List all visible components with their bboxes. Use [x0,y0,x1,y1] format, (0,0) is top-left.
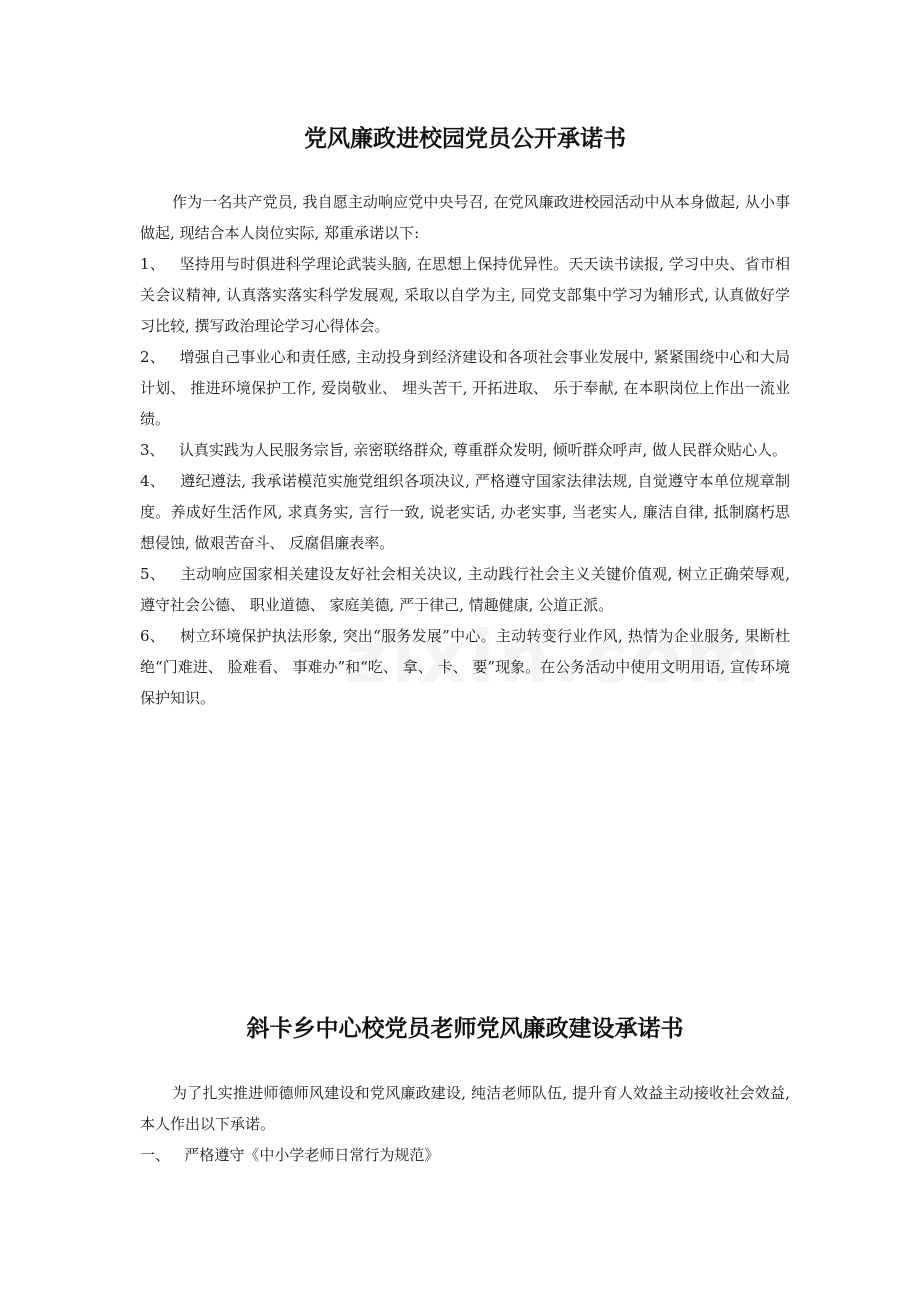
section2-intro: 为了扎实推进师德师风建设和党风廉政建设, 纯洁老师队伍, 提升育人效益主动接收社会效益, 本人作出以下承诺。 [140,1084,790,1133]
section2-body [140,1078,790,1171]
item-number: 4、 [140,472,166,490]
item-number: 2、 [140,348,165,366]
item-text: 遵纪遵法, 我承诺模范实施党组织各项决议, 严格遵守国家法律法规, 自觉遵守本单位规章制度。养成好生活作风, 求真务实, 言行一致, 说老实话, 办老实事, 当老实人, 廉洁自律, 抵制腐朽思想侵蚀, 做艰苦奋斗、 反腐倡廉表率。 [140,472,790,552]
section1-intro: 作为一名共产党员, 我自愿主动响应党中央号召, 在党风廉政进校园活动中从本身做起, 从小事做起, 现结合本人岗位实际, 郑重承诺以下: [140,193,790,242]
item-text: 主动响应国家相关建设友好社会相关决议, 主动践行社会主义关键价值观, 树立正确荣辱观, 遵守社会公德、 职业道德、 家庭美德, 严于律己, 情趣健康, 公道正派。 [140,565,790,614]
item-text: 坚持用与时俱进科学理论武装头脑, 在思想上保持优异性。天天读书读报, 学习中央、省市相关会议精神, 认真落实落实科学发展观, 采取以自学为主, 同党支部集中学习为辅形式, 认真做好学习比较, 撰写政治理论学习心得体会。 [140,255,790,335]
section2-item-1 [140,1140,790,1171]
item-number: 6、 [140,627,166,645]
section1-item-2 [140,342,790,435]
item-number: 1、 [140,255,165,273]
item-number: 3、 [140,441,165,459]
item-text: 认真实践为人民服务宗旨, 亲密联络群众, 尊重群众发明, 倾听群众呼声, 做人民群众贴心人。 [178,441,788,459]
item-text: 增强自己事业心和责任感, 主动投身到经济建设和各项社会事业发展中, 紧紧围绕中心和大局计划、 推进环境保护工作, 爱岗敬业、 埋头苦干, 开拓进取、 乐于奉献, 在本职岗位上作出一流业绩。 [140,348,790,428]
item-text: 严格遵守《中小学老师日常行为规范》 [184,1146,440,1164]
section2-title: 斜卡乡中心校党员老师党风廉政建设承诺书 [246,1015,684,1042]
section1-item-3 [140,435,790,466]
section1-item-5 [140,559,790,621]
section1-item-4 [140,466,790,559]
section1-item-6 [140,621,790,714]
section1-item-1 [140,249,790,342]
section1-title: 党风廉政进校园党员公开承诺书 [304,125,626,152]
item-number: 5、 [140,565,166,583]
item-text: 树立环境保护执法形象, 突出“服务发展”中心。主动转变行业作风, 热情为企业服务, 果断杜绝“门难进、 脸难看、 事难办”和“吃、 拿、 卡、 要”现象。在公务活动中使用文明用语, 宣传环境保护知识。 [140,627,790,707]
item-number: 一、 [140,1146,171,1164]
section1-body [140,187,790,714]
